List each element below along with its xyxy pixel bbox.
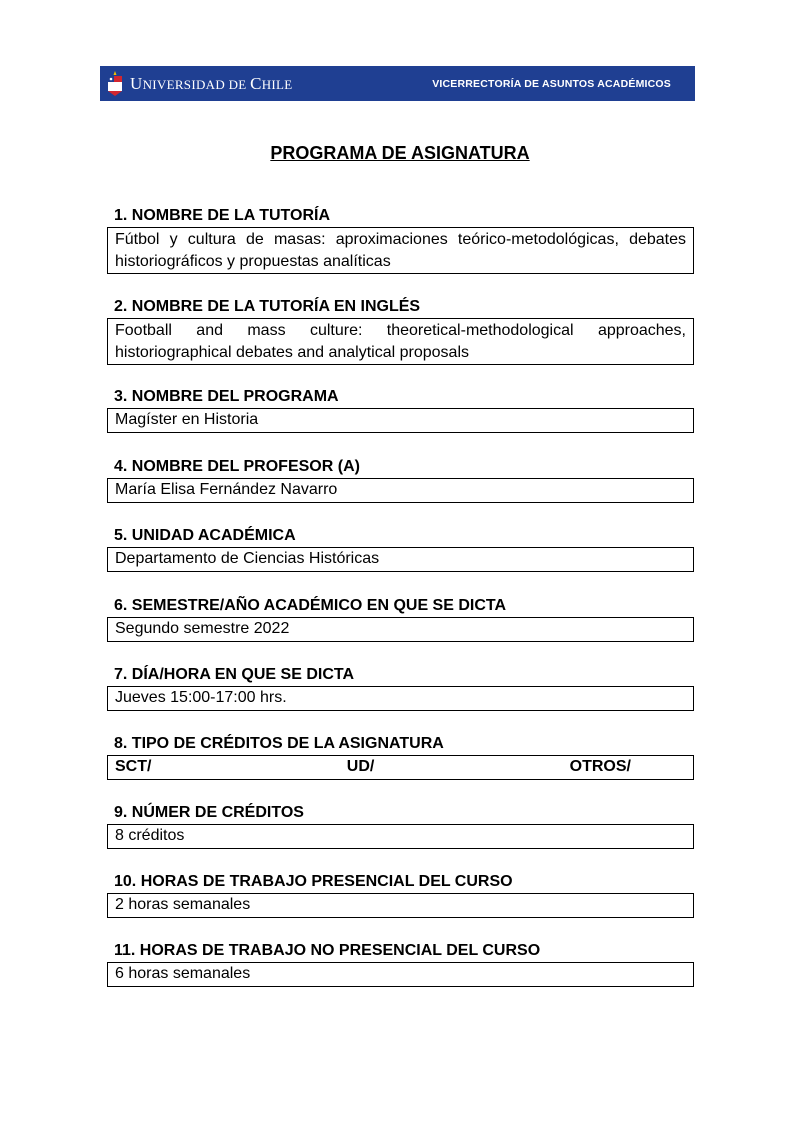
credit-type-ud: UD/ xyxy=(346,758,375,775)
section-tipo-creditos xyxy=(107,733,694,780)
section-dia-hora xyxy=(107,664,694,711)
section-value-box: Magíster en Historia xyxy=(107,408,694,433)
section-semestre xyxy=(107,595,694,642)
section-tutoria-name xyxy=(107,205,694,274)
section-horas-presencial xyxy=(107,871,694,918)
section-programa xyxy=(107,386,694,433)
section-label: 4. NOMBRE DEL PROFESOR (A) xyxy=(114,458,360,475)
section-value-box: 6 horas semanales xyxy=(107,962,694,987)
credit-type-otros: OTROS/ xyxy=(569,758,631,775)
section-value-box: Football and mass culture: theoretical-methodological approaches, historiographical debates and analytical proposals xyxy=(107,318,694,365)
university-name: UNIVERSIDAD DE CHILE xyxy=(130,74,293,93)
page-title: PROGRAMA DE ASIGNATURA xyxy=(270,143,530,163)
section-label: 6. SEMESTRE/AÑO ACADÉMICO EN QUE SE DICTA xyxy=(114,597,507,614)
section-value-box: Departamento de Ciencias Históricas xyxy=(107,547,694,572)
section-label: 1. NOMBRE DE LA TUTORÍA xyxy=(114,207,331,224)
section-value-box: 8 créditos xyxy=(107,824,694,849)
section-label: 8. TIPO DE CRÉDITOS DE LA ASIGNATURA xyxy=(114,735,444,752)
section-label: 11. HORAS DE TRABAJO NO PRESENCIAL DEL CURSO xyxy=(114,942,541,959)
credit-type-sct: SCT/ xyxy=(115,758,152,775)
section-numero-creditos xyxy=(107,802,694,849)
vicerrectoria-label: VICERRECTORÍA DE ASUNTOS ACADÉMICOS xyxy=(432,78,671,90)
section-label: 3. NOMBRE DEL PROGRAMA xyxy=(114,388,339,405)
section-label: 9. NÚMER DE CRÉDITOS xyxy=(114,804,304,821)
section-label: 7. DÍA/HORA EN QUE SE DICTA xyxy=(114,666,355,683)
section-label: 10. HORAS DE TRABAJO PRESENCIAL DEL CURSO xyxy=(114,873,513,890)
section-profesor xyxy=(107,456,694,503)
section-tutoria-english xyxy=(107,296,694,365)
section-unidad xyxy=(107,525,694,572)
section-value-box: María Elisa Fernández Navarro xyxy=(107,478,694,503)
section-value-box: Fútbol y cultura de masas: aproximaciones teórico-metodológicas, debates historiográficos y propuestas analíticas xyxy=(107,227,694,274)
university-header-banner xyxy=(100,66,695,101)
section-value-box: 2 horas semanales xyxy=(107,893,694,918)
credits-type-box xyxy=(107,755,694,780)
section-horas-no-presencial xyxy=(107,940,694,987)
university-crest-icon xyxy=(106,71,124,97)
section-label: 5. UNIDAD ACADÉMICA xyxy=(114,527,296,544)
section-value-box: Jueves 15:00-17:00 hrs. xyxy=(107,686,694,711)
section-label: 2. NOMBRE DE LA TUTORÍA EN INGLÉS xyxy=(114,298,421,315)
section-value-box: Segundo semestre 2022 xyxy=(107,617,694,642)
